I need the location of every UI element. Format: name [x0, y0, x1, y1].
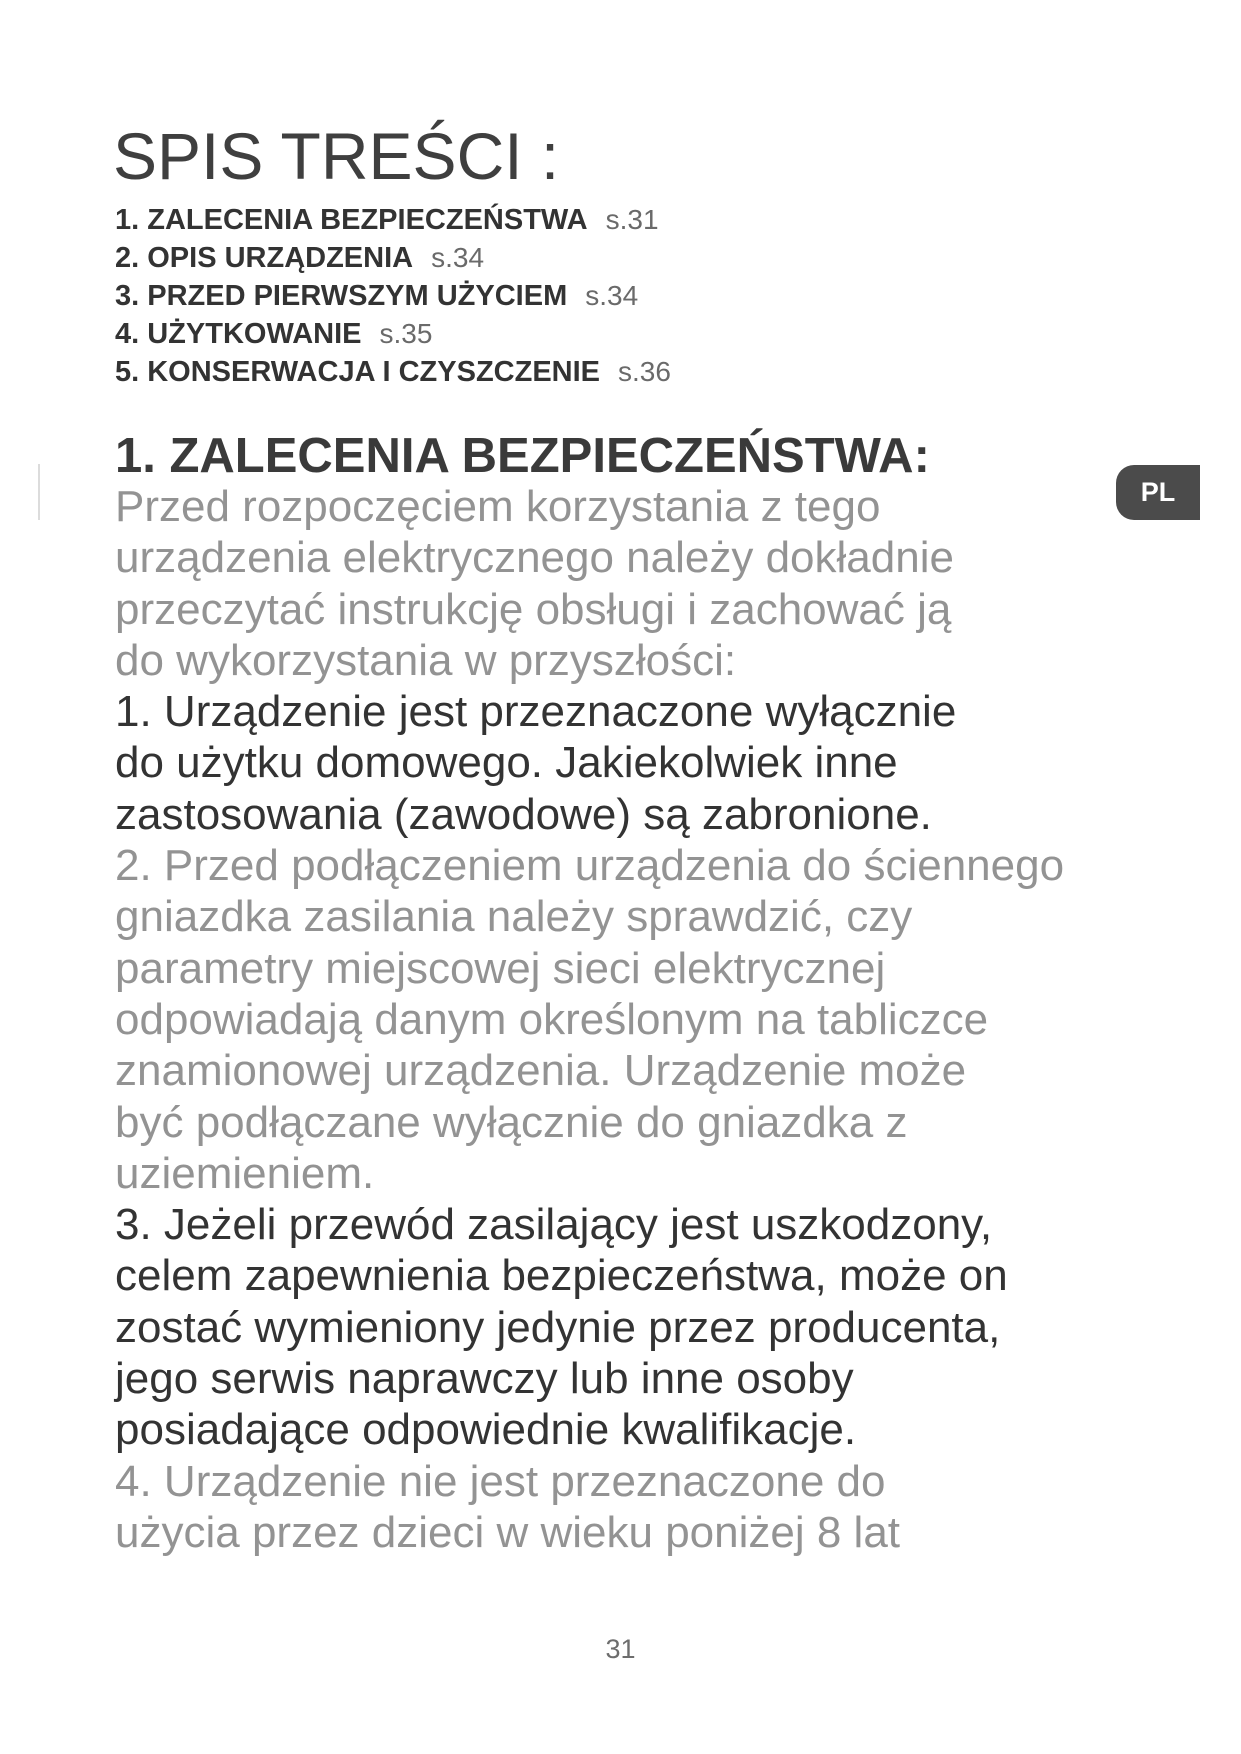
- toc-item: [115, 315, 671, 353]
- language-tab-label: PL: [1140, 477, 1176, 507]
- text-line: uziemieniem.: [115, 1148, 375, 1198]
- text-line: 1. Urządzenie jest przeznaczone wyłącznie: [115, 687, 957, 737]
- safety-item-1: [115, 686, 1064, 840]
- section-body: [115, 481, 1064, 1558]
- text-line: zastosowania (zawodowe) są zabronione.: [115, 789, 932, 839]
- text-line: 4. Urządzenie nie jest przeznaczone do: [115, 1456, 886, 1506]
- text-line: 2. Przed podłączeniem urządzenia do ściennego: [115, 841, 1065, 891]
- safety-item-4: [115, 1456, 1064, 1559]
- toc-item-page: s.34: [585, 280, 639, 311]
- text-line: 3. Jeżeli przewód zasilający jest uszkodzony,: [115, 1200, 993, 1250]
- text-line: zostać wymieniony jedynie przez producenta,: [115, 1302, 1001, 1352]
- safety-item-3: [115, 1199, 1064, 1455]
- toc-item-label: 4. UŻYTKOWANIE: [115, 318, 362, 350]
- toc-item: [115, 239, 671, 277]
- text-line: posiadające odpowiednie kwalifikacje.: [115, 1405, 857, 1455]
- section-heading: 1. ZALECENIA BEZPIECZEŃSTWA:: [115, 429, 930, 483]
- text-line: Przed rozpoczęciem korzystania z tego: [115, 482, 881, 531]
- text-line: celem zapewnienia bezpieczeństwa, może on: [115, 1251, 1008, 1301]
- text-line: do użytku domowego. Jakiekolwiek inne: [115, 738, 898, 788]
- text-line: gniazdka zasilania należy sprawdzić, czy: [115, 892, 913, 942]
- text-line: być podłączane wyłącznie do gniazdka z: [115, 1097, 908, 1147]
- language-tab: [1116, 465, 1200, 520]
- text-line: przeczytać instrukcję obsługi i zachować ją: [115, 584, 952, 634]
- toc-item-page: s.36: [618, 356, 671, 387]
- toc-item-label: 2. OPIS URZĄDZENIA: [115, 242, 414, 274]
- toc-item: [115, 201, 671, 239]
- text-line: urządzenia elektrycznego należy dokładnie: [115, 533, 954, 583]
- toc-item-page: s.34: [431, 242, 485, 273]
- toc-item-label: 1. ZALECENIA BEZPIECZEŃSTWA: [115, 204, 588, 236]
- toc-item-page: s.35: [379, 318, 433, 349]
- toc-item-page: s.31: [605, 204, 659, 235]
- table-of-contents: [115, 201, 671, 391]
- page-number: 31: [605, 1634, 636, 1664]
- text-line: znamionowej urządzenia. Urządzenie może: [115, 1046, 967, 1096]
- toc-item: [115, 353, 671, 391]
- toc-title: SPIS TREŚCI :: [113, 119, 560, 193]
- intro-paragraph: [115, 481, 1064, 686]
- safety-item-2: [115, 840, 1064, 1199]
- text-line: do wykorzystania w przyszłości:: [115, 635, 737, 685]
- margin-rule: [38, 464, 40, 520]
- text-line: parametry miejscowej sieci elektrycznej: [115, 943, 886, 993]
- text-line: jego serwis naprawczy lub inne osoby: [115, 1354, 854, 1404]
- text-line: użycia przez dzieci w wieku poniżej 8 lat: [115, 1507, 901, 1557]
- toc-item-label: 5. KONSERWACJA I CZYSZCZENIE: [115, 356, 601, 388]
- text-line: odpowiadają danym określonym na tabliczce: [115, 994, 989, 1044]
- toc-item: [115, 277, 671, 315]
- toc-item-label: 3. PRZED PIERWSZYM UŻYCIEM: [115, 280, 568, 312]
